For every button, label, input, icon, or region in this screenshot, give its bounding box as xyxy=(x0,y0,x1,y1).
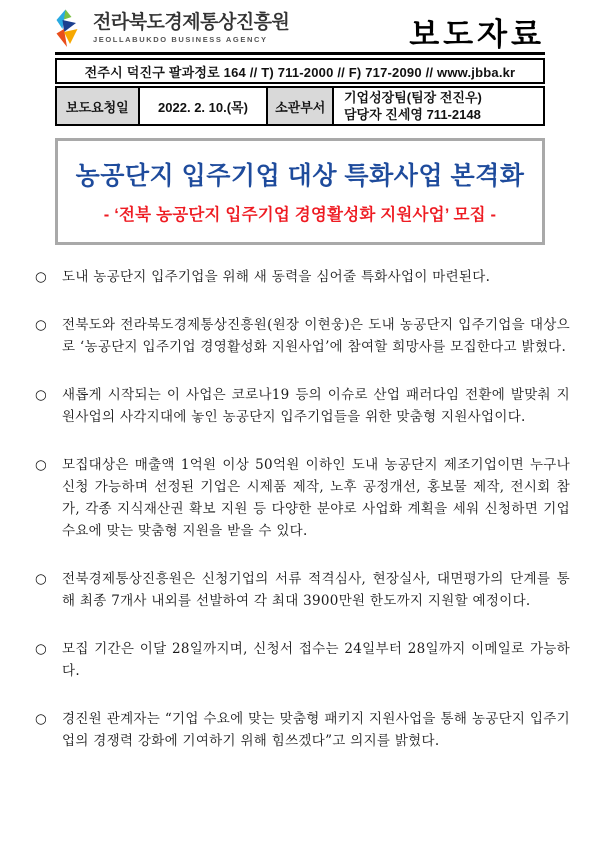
bullet-circle-icon: ○ xyxy=(35,269,48,285)
headline-subtitle: - ‘전북 농공단지 입주기업 경영활성화 지원사업’ 모집 - xyxy=(103,206,497,224)
agency-brand xyxy=(55,4,289,54)
headline-box xyxy=(55,138,545,245)
paragraph-3 xyxy=(35,384,570,428)
paragraph-text: 도내 농공단지 입주기업을 위해 새 동력을 심어줄 특화사업이 마련된다. xyxy=(62,269,491,285)
bullet-circle-icon: ○ xyxy=(35,387,48,403)
header xyxy=(55,0,545,52)
paragraph-6 xyxy=(35,638,570,682)
agency-address-bar: 전주시 덕진구 팔과정로 164 // T) 711-2000 // F) 717-2090 // www.jbba.kr xyxy=(55,58,545,84)
department-value xyxy=(334,88,543,124)
paragraph-4 xyxy=(35,454,570,542)
paragraph-text: 전북경제통상진흥원은 신청기업의 서류 적격심사, 현장실사, 대면평가의 단계를 통해 최종 7개사 내외를 선발하여 각 최대 3900만원 한도까지 지원할 예정이다. xyxy=(62,571,570,609)
paragraph-text: 경진원 관계자는 “기업 수요에 맞는 맞춤형 패키지 지원사업을 통해 농공단지 입주기업의 경쟁력 강화에 기여하기 위해 힘쓰겠다”고 의지를 밝혔다. xyxy=(62,711,570,749)
paragraph-2 xyxy=(35,314,570,358)
press-info-table xyxy=(55,86,545,126)
bullet-circle-icon: ○ xyxy=(35,641,48,657)
paragraph-text: 모집대상은 매출액 1억원 이상 50억원 이하인 도내 농공단지 제조기업이면 누구나 신청 가능하며 선정된 기업은 시제품 제작, 노후 공정개선, 홍보물 제작, 전시회 참가, 각종 지식재산권 확보 지원 등 다양한 분야로 사업화 계획을 세워 신청하면 기업 수요에 맞는 맞춤형 지원을 받을 수 있다. xyxy=(62,457,570,539)
paragraph-text: 모집 기간은 이달 28일까지며, 신청서 접수는 24일부터 28일까지 이메일로 가능하다. xyxy=(62,641,570,679)
bullet-circle-icon: ○ xyxy=(35,457,48,473)
bullet-circle-icon: ○ xyxy=(35,317,48,333)
agency-name-block xyxy=(93,13,289,44)
department-contact: 담당자 진세영 711-2148 xyxy=(344,107,481,122)
department-team: 기업성장팀(팀장 전진우) xyxy=(344,90,482,105)
article-body xyxy=(35,266,570,752)
bullet-circle-icon: ○ xyxy=(35,711,48,727)
paragraph-text: 전북도와 전라북도경제통상진흥원(원장 이현웅)은 도내 농공단지 입주기업을 대상으로 ‘농공단지 입주기업 경영활성화 지원사업’에 참여할 희망사를 모집한다고 밝혔다. xyxy=(62,317,570,355)
headline-title: 농공단지 입주기업 대상 특화사업 본격화 xyxy=(75,162,525,190)
paragraph-text: 새롭게 시작되는 이 사업은 코로나19 등의 이슈로 산업 패러다임 전환에 발맞춰 지원사업의 사각지대에 놓인 농공단지 입주기업들을 위한 맞춤형 지원사업이다. xyxy=(62,387,570,425)
department-label: 소관부서 xyxy=(268,88,334,124)
paragraph-1 xyxy=(35,266,570,288)
paragraph-7 xyxy=(35,708,570,752)
paragraph-5 xyxy=(35,568,570,612)
request-date-label: 보도요청일 xyxy=(57,88,140,124)
agency-name-korean: 전라북도경제통상진흥원 xyxy=(93,12,290,34)
document-type-title: 보도자료 xyxy=(409,17,545,52)
agency-logo-icon xyxy=(55,4,85,54)
agency-name-english: JEOLLABUKDO BUSINESS AGENCY xyxy=(93,35,268,45)
bullet-circle-icon: ○ xyxy=(35,571,48,587)
request-date-value: 2022. 2. 10.(목) xyxy=(140,88,269,124)
